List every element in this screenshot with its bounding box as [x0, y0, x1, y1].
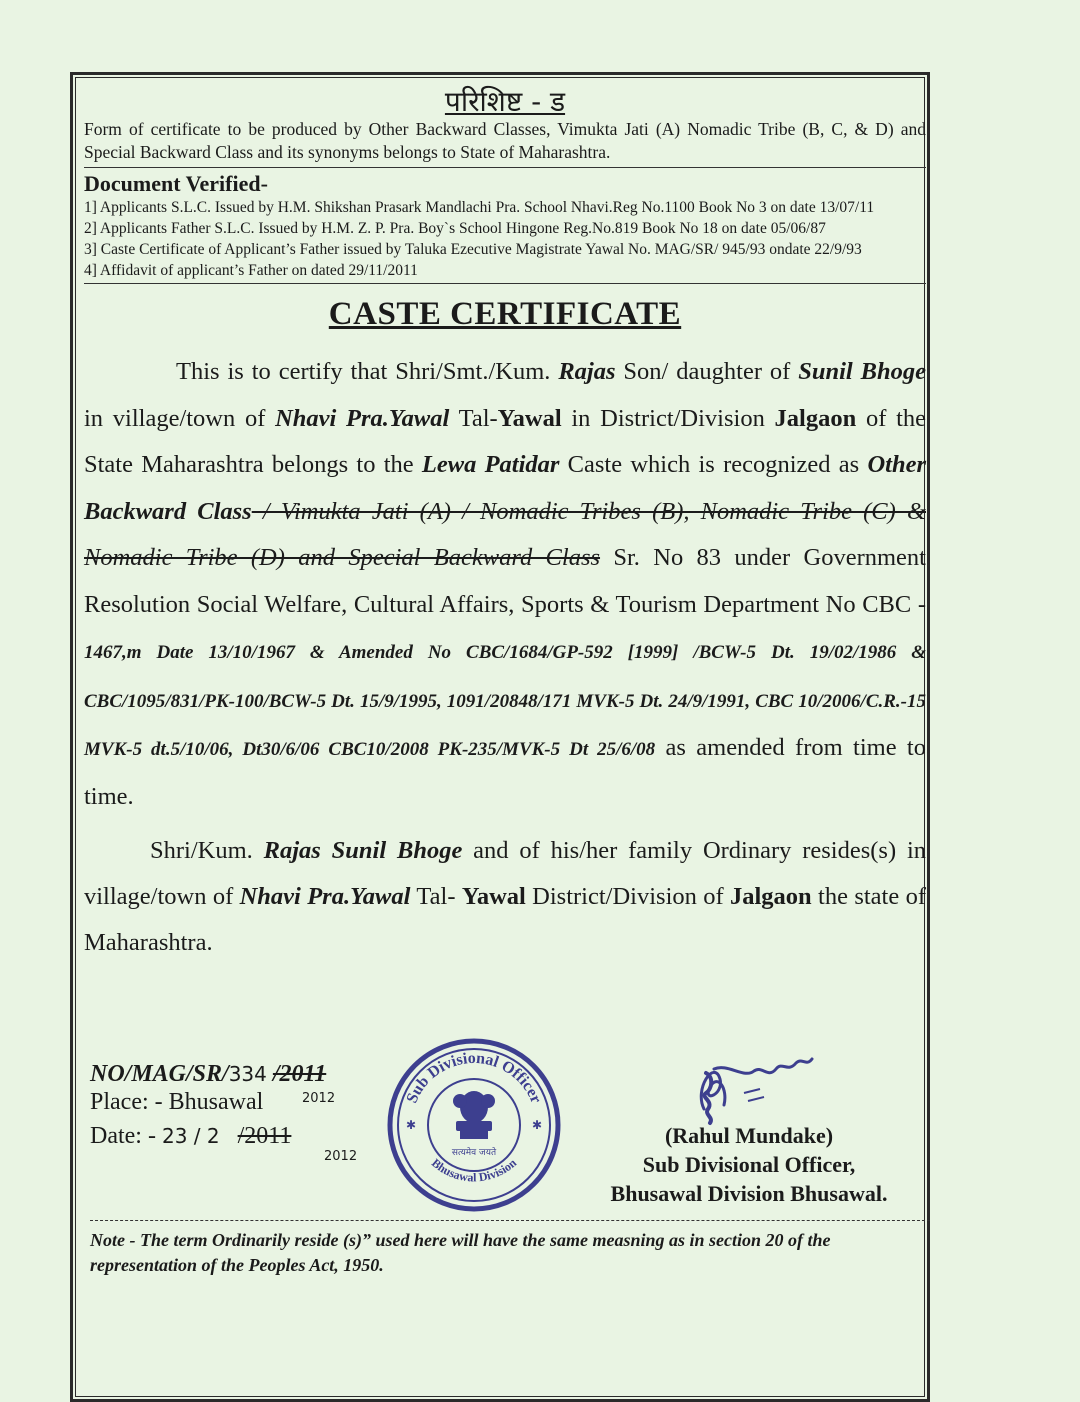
footnote: Note - The term Ordinarily reside (s)” used here will have the same measning as in section 20 of the representation of the Peoples Act, 1950. — [90, 1230, 831, 1275]
seal-top-text: Sub Divisional Officer — [403, 1049, 545, 1106]
divider — [90, 1220, 930, 1221]
caste-name: Lewa Patidar — [421, 451, 560, 478]
seal-star: ✱ — [406, 1118, 417, 1132]
document-item: 1] Applicants S.L.C. Issued by H.M. Shikshan Prasark Mandlachi Pra. School Nhavi.Reg No.1100 Book No 3 on date 13/07/11 — [84, 199, 875, 216]
father-name: Sunil Bhoge — [798, 358, 926, 385]
applicant-name: Rajas — [558, 358, 616, 385]
official-seal-icon — [384, 1035, 564, 1215]
emblem-icon — [453, 1091, 495, 1139]
form-description: Form of certificate to be produced by Other Backward Classes, Vimukta Jati (A) Nomadic Tribe (B, C, & D) and Special Backward Class and its synonyms belongs to State of Maharashtra. — [84, 119, 926, 162]
seal-star: ✱ — [532, 1118, 543, 1132]
residence-paragraph: Shri/Kum. Rajas Sunil Bhoge and of his/her family Ordinary resides(s) in village/town of Nhavi Pra.Yawal Tal- Yawal District/Division of Jalgaon the state of Maharashtra. — [84, 837, 927, 956]
village-name: Nhavi Pra.Yawal — [275, 404, 450, 432]
divider — [84, 167, 926, 168]
certificate-body — [84, 78, 926, 966]
place: Place: - Bhusawal — [90, 1089, 264, 1115]
certificate-title: CASTE CERTIFICATE — [328, 296, 682, 332]
appendix-title: परिशिष्ट - ड — [444, 85, 566, 118]
issue-date: Date: - 23 / 2 /2011 — [90, 1123, 292, 1149]
document-item: 2] Applicants Father S.L.C. Issued by H.M. Z. P. Pra. Boy`s School Hingone Reg.No.819 Book No 18 on date 05/06/87 — [84, 220, 826, 237]
struck-categories: / Vimukta Jati (A) / Nomadic Tribes (B), Nomadic Tribe (C) & Nomadic Tribe (D) and Special Backward Class — [84, 497, 927, 571]
district-name: Jalgaon — [774, 404, 857, 432]
signature-icon — [684, 1049, 824, 1129]
taluka-name: Yawal — [497, 404, 562, 432]
government-resolution: 1467,m Date 13/10/1967 & Amended No CBC/1684/GP-592 [1999] /BCW-5 Dt. 19/02/1986 & CBC/1095/831/PK-100/BCW-5 Dt. 15/9/1995, 1091/20848/171 MVK-5 Dt. 24/9/1991, CBC 10/2006/C.R.-15 MVK-5 dt.5/10/06, Dt30/6/06 CBC10/2008 PK-235/MVK-5 Dt 25/6/08 — [84, 642, 926, 760]
seal-bottom-text: Bhusawal Division — [428, 1155, 520, 1185]
officer-name: (Rahul Mundake) — [664, 1123, 834, 1148]
handwritten-year: 2012 — [324, 1149, 358, 1164]
district-name: Jalgaon — [730, 883, 812, 910]
document-item: 4] Affidavit of applicant’s Father on dated 29/11/2011 — [84, 262, 418, 279]
applicant-full-name: Rajas Sunil Bhoge — [263, 837, 463, 864]
handwritten-year: 2012 — [302, 1091, 336, 1106]
documents-heading: Document Verified- — [84, 171, 268, 196]
officer-title: Sub Divisional Officer, — [642, 1152, 856, 1177]
officer-office: Bhusawal Division Bhusawal. — [610, 1181, 888, 1206]
category-name: Other Backward Class — [84, 451, 926, 525]
seal-motto: सत्यमेव जयते — [451, 1148, 497, 1158]
officer-block — [584, 1121, 914, 1208]
outward-number: NO/MAG/SR/334 /2011 — [90, 1061, 327, 1087]
certification-paragraph: This is to certify that Shri/Smt./Kum. Rajas Son/ daughter of Sunil Bhoge in village/town of Nhavi Pra.Yawal Tal-Yawal in District/Division Jalgaon of the State Maharashtra belongs to the Lewa Patidar Caste which is recognized as Other Backward Class / Vimukta Jati (A) / Nomadic Tribes (B), Nomadic Tribe (C) & Nomadic Tribe (D) and Special Backward Class Sr. No 83 under Government Resolution Social Welfare, Cultural Affairs, Sports & Tourism Department No CBC - 1467,m Date 13/10/1967 & Amended No CBC/1684/GP-592 [1999] /BCW-5 Dt. 19/02/1986 & CBC/1095/831/PK-100/BCW-5 Dt. 15/9/1995, 1091/20848/171 MVK-5 Dt. 24/9/1991, CBC 10/2006/C.R.-15 MVK-5 dt.5/10/06, Dt30/6/06 CBC10/2008 PK-235/MVK-5 Dt 25/6/08 as amended from time to time. — [84, 358, 927, 810]
certificate-footer — [84, 1049, 926, 1206]
divider — [84, 283, 926, 284]
village-name: Nhavi Pra.Yawal — [239, 883, 411, 910]
document-item: 3] Caste Certificate of Applicant’s Father issued by Taluka Ezecutive Magistrate Yawal No. MAG/SR/ 945/93 ondate 22/9/93 — [84, 241, 862, 258]
taluka-name: Yawal — [461, 883, 526, 910]
